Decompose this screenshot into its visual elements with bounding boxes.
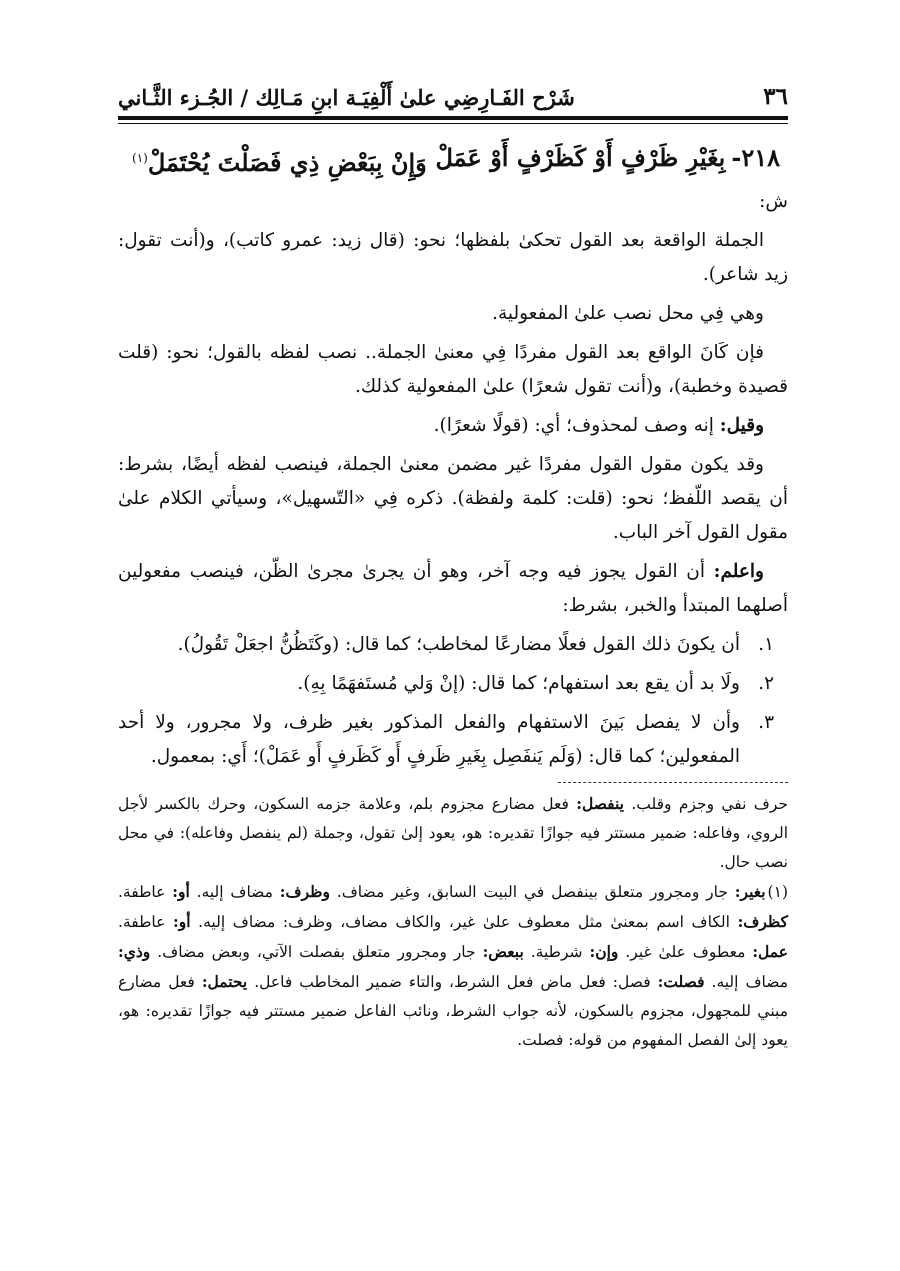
verse-first-hemistich: [435, 138, 780, 183]
paragraph: [118, 409, 788, 443]
footnote-text: حرف نفي وجزم وقلب.: [624, 795, 788, 813]
paragraph: وهي فِي محل نصب علىٰ المفعولية.: [492, 303, 764, 324]
footnote-1: [118, 877, 788, 1055]
paragraph: فإن كَانَ الواقع بعد القول مفردًا فِي معنىٰ الجملة.. نصب لفظه بالقول؛ نحو: (قلت قصيدة وخطبة)، و(أنت تقول شعرًا) علىٰ المفعولية كذلك.: [118, 342, 788, 397]
item-text: ولَا بد أن يقع بعد استفهام؛ كما قال: (إنْ وَلي مُستَفهَمًا بِهِ).: [297, 673, 740, 694]
numbered-item: [118, 706, 788, 774]
header-rule-thin: [118, 123, 788, 124]
footnote-term: فصلت:: [657, 972, 705, 991]
footnote-separator: [558, 782, 788, 783]
paragraph: [118, 555, 788, 623]
verse-line: [132, 138, 780, 183]
footnote-text: جار ومجرور متعلق بفصلت الآتي، وبعض مضاف.: [150, 943, 483, 961]
footnote-text: عاطفة.: [118, 883, 173, 901]
numbered-item: [118, 667, 788, 701]
page-header: [118, 70, 788, 110]
item-number: ٣.: [758, 712, 774, 733]
footnote-term: يحتمل:: [201, 972, 248, 991]
footnote-text: فعل مضارع مبني للمجهول، مجزوم بالسكون، لأنه جواب الشرط، ونائب الفاعل ضمير مستتر فيه جوازًا تقديره: هو، يعود إلىٰ الفصل المفهوم من قوله: فصلت.: [118, 973, 788, 1049]
footnote-term: بغير:: [734, 882, 766, 901]
item-number: ٢.: [758, 673, 774, 694]
footnote-text: الكاف اسم بمعنىٰ مثل معطوف علىٰ غير، والكاف مضاف، وظرف: مضاف إليه.: [190, 913, 738, 931]
paragraph: وقد يكون مقول القول مفردًا غير مضمن معنىٰ الجملة، فينصب لفظه أيضًا، بشرط: أن يقصد اللّفظ؛ نحو: (قلت: كلمة ولفظة). ذكره فِي «التّسهيل»، وسيأتي الكلام علىٰ مقول القول آخر الباب.: [118, 454, 788, 543]
footnote-text: فصل: فعل ماض فعل الشرط، والتاء ضمير المخاطب فاعل.: [247, 973, 658, 991]
commentary-label: ش:: [759, 191, 788, 212]
footnote-term: كظرف:: [737, 912, 789, 931]
item-number: ١.: [758, 634, 774, 655]
footnote-text: فعل مضارع مجزوم بلم، وعلامة جزمه السكون، وحرك بالكسر لأجل الروي، وفاعله: ضمير مستتر فيه جوازًا تقديره: هو، يعود إلىٰ تقول، وجملة (لم ينفصل وفاعله): في محل نصب حال.: [118, 795, 788, 871]
footnote-text: جار ومجرور متعلق بينفصل في البيت السابق، وغير مضاف.: [329, 883, 735, 901]
footnote-term: وذي:: [118, 942, 151, 961]
paragraph-text: إنه وصف لمحذوف؛ أي: (قولًا شعرًا).: [433, 415, 720, 436]
verse-hemistich-2: وَإِنْ بِبَعْضِ ذِي فَصَلْتَ يُحْتَمَلْ: [147, 148, 427, 177]
footnote-marker: (١): [767, 883, 788, 901]
footnote-text: عاطفة.: [118, 913, 174, 931]
footnotes: [118, 789, 788, 1055]
footnote-term: عمل:: [752, 942, 788, 961]
paragraph-text: أن القول يجوز فيه وجه آخر، وهو أن يجرىٰ مجرىٰ الظّن، فينصب مفعولين أصلهما المبتدأ والخبر، بشرط:: [118, 561, 788, 616]
footnote-term: وإن:: [589, 942, 619, 961]
header-rule-thick: [118, 116, 788, 120]
footnote-term: ينفصل:: [576, 794, 624, 813]
footnote-text: معطوف علىٰ غير.: [618, 943, 753, 961]
verse-number: ٢١٨-: [731, 143, 780, 172]
verse-second-hemistich: [132, 138, 427, 183]
commentary-body: [118, 185, 788, 774]
footnote-text: شرطية.: [523, 943, 590, 961]
running-title: شَرْح الفَـارِضِي علىٰ أَلْفِيَـة ابنِ مَـالِك / الجُـزء الثَّـاني: [118, 85, 575, 110]
footnote-text: مضاف إليه.: [189, 883, 280, 901]
numbered-item: [118, 628, 788, 662]
bold-term: وقيل:: [719, 415, 764, 436]
item-text: وأن لا يفصل بَينَ الاستفهام والفعل المذكور بغير ظرف، ولا مجرور، ولا أحد المفعولين؛ كما قال: (وَلَم يَنفَصِل بِغَيرِ ظَرفٍ أَو كَظَرفٍ أَو عَمَلْ)؛ أَي: بمعمول.: [118, 712, 740, 767]
paragraph: الجملة الواقعة بعد القول تحكىٰ بلفظها؛ نحو: (قال زيد: عمرو كاتب)، و(أنت تقول: زيد شاعر).: [118, 230, 788, 285]
verse-hemistich-1: بِغَيْرِ ظَرْفٍ أَوْ كَظَرْفٍ أَوْ عَمَلْ: [435, 143, 726, 172]
page-number: ٣٦: [763, 83, 788, 110]
footnote-text: مضاف إليه.: [704, 973, 788, 991]
footnote-continuation: [118, 789, 788, 877]
item-text: أن يكونَ ذلك القول فعلًا مضارعًا لمخاطب؛ كما قال: (وكَتَظُنُّ اجعَلْ تَقُولُ).: [177, 634, 740, 655]
footnote-reference[interactable]: (١): [132, 151, 148, 165]
footnote-term: أو:: [172, 882, 190, 901]
footnote-term: وظرف:: [279, 882, 330, 901]
footnote-term: أو:: [173, 912, 191, 931]
footnote-term: ببعض:: [482, 942, 524, 961]
bold-term: واعلم:: [713, 561, 764, 582]
book-page: [118, 70, 788, 1055]
